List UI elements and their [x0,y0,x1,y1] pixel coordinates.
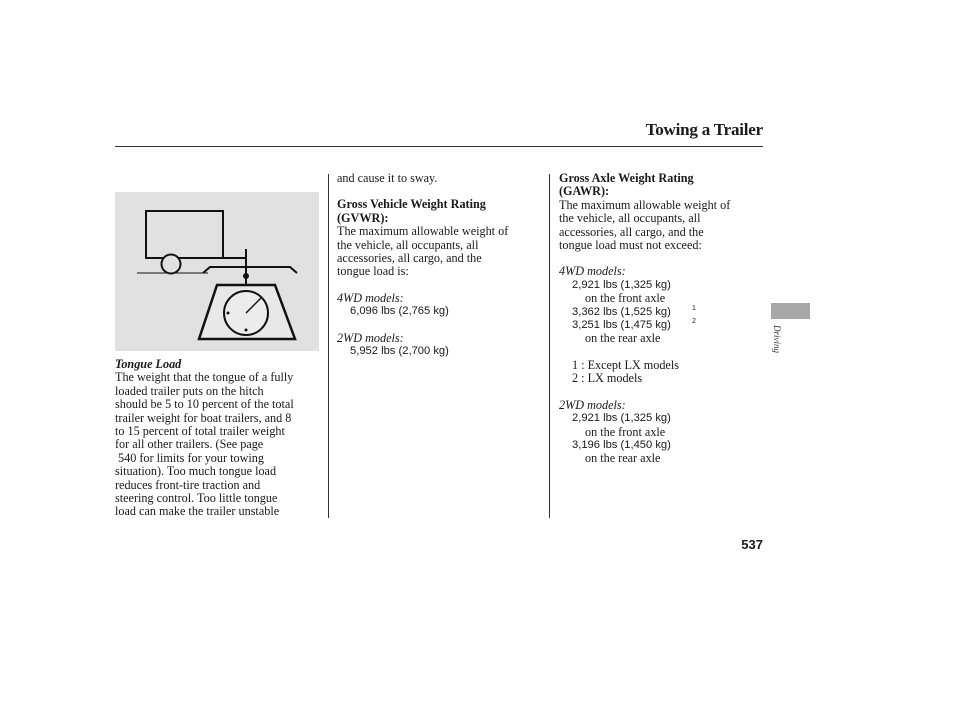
tongue-load-illustration [115,192,319,351]
body-line: should be 5 to 10 percent of the total [115,397,294,412]
body-line: to 15 percent of total trailer weight [115,424,285,439]
gawr-2wd-rear-value: 3,196 lbs (1,450 kg) [572,438,671,451]
body-line: load can make the trailer unstable [115,504,280,519]
body-line: loaded trailer puts on the hitch [115,383,264,398]
body-line: the vehicle, all occupants, all [337,237,479,252]
gawr-heading-abbr: (GAWR): [559,184,610,199]
body-line: for all other trailers. (See page [115,437,264,452]
front-axle-text: on the front axle [585,424,666,439]
footnote-1: 1 : Except LX models [572,357,679,372]
model-2wd-label: 2WD models: [559,397,626,412]
tongue-load-column [115,358,325,519]
continued-text: and cause it to sway. [337,171,438,185]
footnote-marker-1: 1 [692,304,696,312]
column-divider-2 [549,174,550,518]
body-line: The weight that the tongue of a fully [115,370,294,385]
body-line: accessories, all cargo, and the [337,251,482,266]
body-line: tongue load must not exceed: [559,238,702,253]
gawr-4wd-front-value: 2,921 lbs (1,325 kg) [572,278,671,291]
page-title: Towing a Trailer [645,120,763,139]
gawr-4wd-rear-value-2 [559,319,764,332]
model-4wd-label: 4WD models: [559,264,626,279]
page-number: 537 [741,537,763,552]
gawr-heading: Gross Axle Weight Rating [559,171,694,185]
footnote-marker-2: 2 [692,318,696,326]
rear-value-2-text: 3,251 lbs (1,475 kg) [572,319,671,332]
body-line: tongue load is: [337,264,409,279]
model-4wd-label: 4WD models: [337,290,404,305]
rear-axle-text: on the rear axle [585,451,661,466]
body-line: The maximum allowable weight of [559,197,731,212]
tongue-load-heading: Tongue Load [115,357,182,371]
body-line: situation). Too much tongue load [115,464,277,479]
front-axle-text: on the front axle [585,291,666,306]
body-line: accessories, all cargo, and the [559,224,704,239]
model-2wd-label: 2WD models: [337,330,404,345]
gvwr-column [337,172,542,358]
rear-value-1-text: 3,362 lbs (1,525 kg) [572,305,671,318]
gvwr-2wd-value: 5,952 lbs (2,700 kg) [350,345,449,358]
gvwr-4wd-value: 6,096 lbs (2,765 kg) [350,305,449,318]
footnote-2: 2 : LX models [572,371,643,386]
body-line: 540 for limits for your towing [115,450,264,465]
gvwr-heading: Gross Vehicle Weight Rating [337,197,486,212]
rear-axle-text: on the rear axle [585,331,661,346]
section-tab[interactable] [771,303,810,319]
title-rule [115,146,763,147]
column-divider-1 [328,174,329,518]
gawr-column [559,172,764,466]
gawr-4wd-rear-value-1 [559,306,764,319]
section-tab-label: Driving [772,325,782,353]
body-line: trailer weight for boat trailers, and 8 [115,410,292,425]
gawr-2wd-front-value: 2,921 lbs (1,325 kg) [572,412,671,425]
body-line: The maximum allowable weight of [337,224,509,239]
body-line: the vehicle, all occupants, all [559,211,701,226]
gvwr-heading-abbr: (GVWR): [337,210,389,225]
body-line: steering control. Too little tongue [115,491,278,506]
body-line: reduces front-tire traction and [115,477,261,492]
